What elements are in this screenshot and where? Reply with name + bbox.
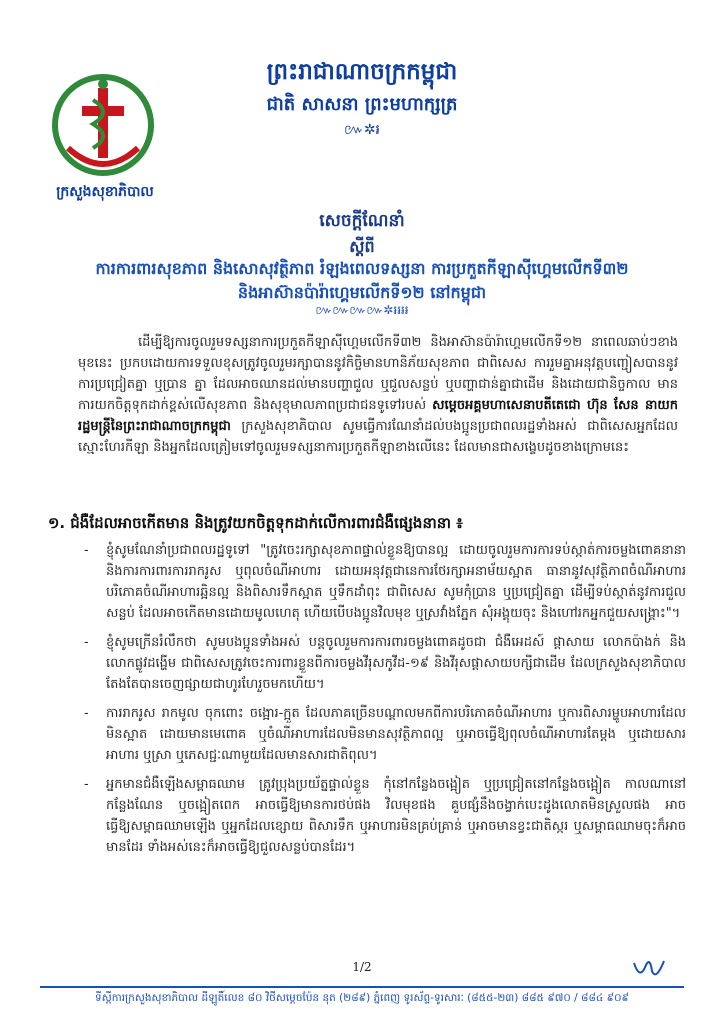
bullet-list: [78, 540, 686, 866]
kingdom-title: ព្រះរាជាណាចក្រកម្ពុជា: [266, 58, 458, 85]
title-subject-line1: ការការពារសុខភាព និងសោសុវត្ថិភាព រំឡងពេលទស្សនា ការប្រកួតកីឡាស៊ីហ្គេមលើកទី៣២: [95, 259, 629, 278]
bullet-dash-icon: -: [84, 543, 89, 558]
list-item: [78, 774, 686, 858]
title-about: ស្ដីពី: [349, 237, 375, 256]
title-ornament: ៚៚៚៚✲៛៛៛៛: [315, 303, 409, 317]
title-subject-line2: និងអាស៊ានប៉ារ៉ាហ្គេមលើកទី១២ នៅកម្ពុជា: [237, 283, 487, 302]
national-motto: ជាតិ សាសនា ព្រះមហាក្សត្រ: [266, 94, 458, 115]
ministry-name: ក្រសួងសុខាភិបាល: [56, 184, 154, 200]
list-item: [78, 632, 686, 695]
document-type: សេចក្ដីណែនាំ: [319, 211, 405, 231]
intro-text-b: ក្រសួងសុខាភិបាល សូមធ្វើការណែនាំដល់បងប្អូនប្រជាពលរដ្ឋទាំងអស់ ជាពិសេសអ្នកដែលស្មោះហែរកីឡា និងអ្នកដែលត្រៀមទៅចូលរួមទស្សនាការប្រកួតកីឡាខាងលើនេះ ដែលមានជាសង្ខេបដូចខាងក្រោមនេះ: [78, 419, 678, 455]
page-number: 1/2: [352, 960, 372, 974]
intro-paragraph: [78, 332, 678, 458]
header-ornament: ៚✲៛: [344, 122, 380, 138]
footer-address: ទីស្ដីការក្រសួងសុខាភិបាល ដីឡូតិ៍លេខ ៨០ វិថីសម្ដេចប៉ែន នុត (២៨៩) ភ្នំពេញ ទូរស័ព្ទ-ទូរសារៈ (៨៥៥-២៣) ៨៨៥ ៩៧០ / ៨៨៤ ៩០៩: [95, 992, 629, 1004]
list-item: [78, 540, 686, 624]
intro-text-a: ដើម្បីឱ្យការចូលរួមទស្សនាការប្រកួតកីឡាស៊ីហ្គេមលើកទី៣២ និងអាស៊ានប៉ារ៉ាហ្គេមលើកទី១២ នាពេលឆាប់ៗខាងមុខនេះ ប្រកបដោយការទទួលខុសត្រូវចូលរួមរក្សាបាននូវកិច្ចិមានហានិភ័យសុខភាព ជាពិសេស ការរួមគ្នាអនុវត្តបញ្ជៀសបាននូវការប្រជ្រៀតគ្នា ឬប្រាន គ្នា ដែលអាចឈានដល់មានបញ្ហាជួល ឬជួលសន្លប់ ឬបញ្ហាជាន់គ្នាជាដើម និងដោយជានិច្ចកាល មានការយកចិត្តទុកដាក់ខ្ពស់លើសុខភាព និងសុខុមាលភាពប្រជាជនទូទៅរបស់: [78, 335, 678, 413]
section-heading: ១. ជំងឺដែលអាចកើតមាន និងត្រូវយកចិត្តទុកដាក់លើការពារជំងឺផ្សេងនានា ៖: [48, 514, 463, 532]
bullet-dash-icon: -: [84, 777, 89, 792]
bullet-dash-icon: -: [84, 706, 89, 721]
list-item: [78, 703, 686, 766]
list-item-text: ការរាករូស រាកមូល ចុកពោះ ចង្អោរ-ក្អួត ដែលភាគច្រើនបណ្ដាលមកពីការបរិភោគចំណីអាហារ ឬការពិសារម្ហូបអាហារដែលមិនស្អាត ដោយមានមេពោគ ឬចំណីអាហារដែលមិនមានសុវត្ថិភាពល្អ ឬអាចធ្វើឱ្យពុលចំណីអាហារតែម្ដង ឬដោយសារអាហារ ឬស្រា ឬភេសជ្ជៈណាមួយដែលមានសារជាតិពុល។: [106, 706, 686, 763]
list-item-text: ខ្ញុំសូមក្រើនរំលឹកថា សូមបងប្អូនទាំងអស់ បន្តចូលរួមការការពារចម្លងពោគដូចជា ជំងឺអេដស៍ ផ្ដាសាយ លោកប៉ាងក់ និងលោកផ្លូវដង្ហើម ជាពិសេសត្រូវចេះការពារខ្លួនពីការចម្លងវីរុសកូវីដ-១៩ និងវីរុសផ្ដាសាយបក្សីជាដើម ដែលក្រសួងសុខាភិបាលតែងតែបានចេញផ្សាយជាហូរហែរួចមកហើយ។: [106, 635, 686, 692]
signature-icon: [630, 955, 670, 983]
intro-text-bold: សម្ដេចអគ្គមហាសេនាបតីតេជោ ហ៊ុន សែន នាយករដ្ឋមន្ត្រីនៃព្រះរាជាណាចក្រកម្ពុជា: [78, 398, 678, 434]
bullet-dash-icon: -: [84, 635, 89, 650]
list-item-text: អ្នកមានជំងឺឡើងសម្ពាធឈាម ត្រូវប្រុងប្រយ័ត្នផ្ទាល់ខ្លួន កុំនៅកន្លែងចង្អៀត ឬប្រជ្រៀតនៅកន្លែងចង្អៀត កាលណានៅកន្លែងណែន ឬចង្អៀតពេក អាចធ្វើឱ្យមានការថប់ផង វិលមុខផង គួបផ្សំនឹងចង្វាក់បេះដូងលោតមិនស្រួលផង អាចធ្វើឱ្យសម្ពាធឈាមឡើង ឬអ្នកដែលខ្សោយ ពិសារទឹក ឬអាហារមិនគ្រប់គ្រាន់ ឬអាចមានខ្វះជាតិស្ករ ឬសម្ពាធឈាមចុះក៏អាចមានដែរ ទាំងអស់នេះក៏អាចធ្វើឱ្យជួលសន្លប់បានដែរ។: [106, 777, 686, 855]
footer-divider: [40, 986, 684, 988]
list-item-text: ខ្ញុំសូមណែនាំប្រជាពលរដ្ឋទូទៅ "ត្រូវចេះរក្សាសុខភាពផ្ទាល់ខ្លួនឱ្យបានល្អ ដោយចូលរួមការការទប់ស្កាត់ការចម្លងពោគនានា និងការការពារការរាករូស ឬពុលចំណីអាហារ ដោយអនុវត្តជានេការថែរក្សាអនាម័យស្អាត ធានានូវសុវត្ថិភាពចំណីអាហារ បរិភោគចំណីអាហារឆ្អិនល្អ និងពិសារទឹកស្អាត ឬទឹកដាំពុះ ជាពិសេស សូមកុំប្រាន ឬប្រជ្រៀតគ្នា ដើម្បីទប់ស្កាត់នូវការជួលសន្លប់ ដែលអាចកើតមានដោយមូលហេតុ ហើយបើបងប្អូនវិលមុខ ឬស្រវាំងភ្នែក សុំអង្គុយចុះ និងហៅរកអ្នកជួយសង្គ្រោះ"។: [106, 543, 686, 621]
